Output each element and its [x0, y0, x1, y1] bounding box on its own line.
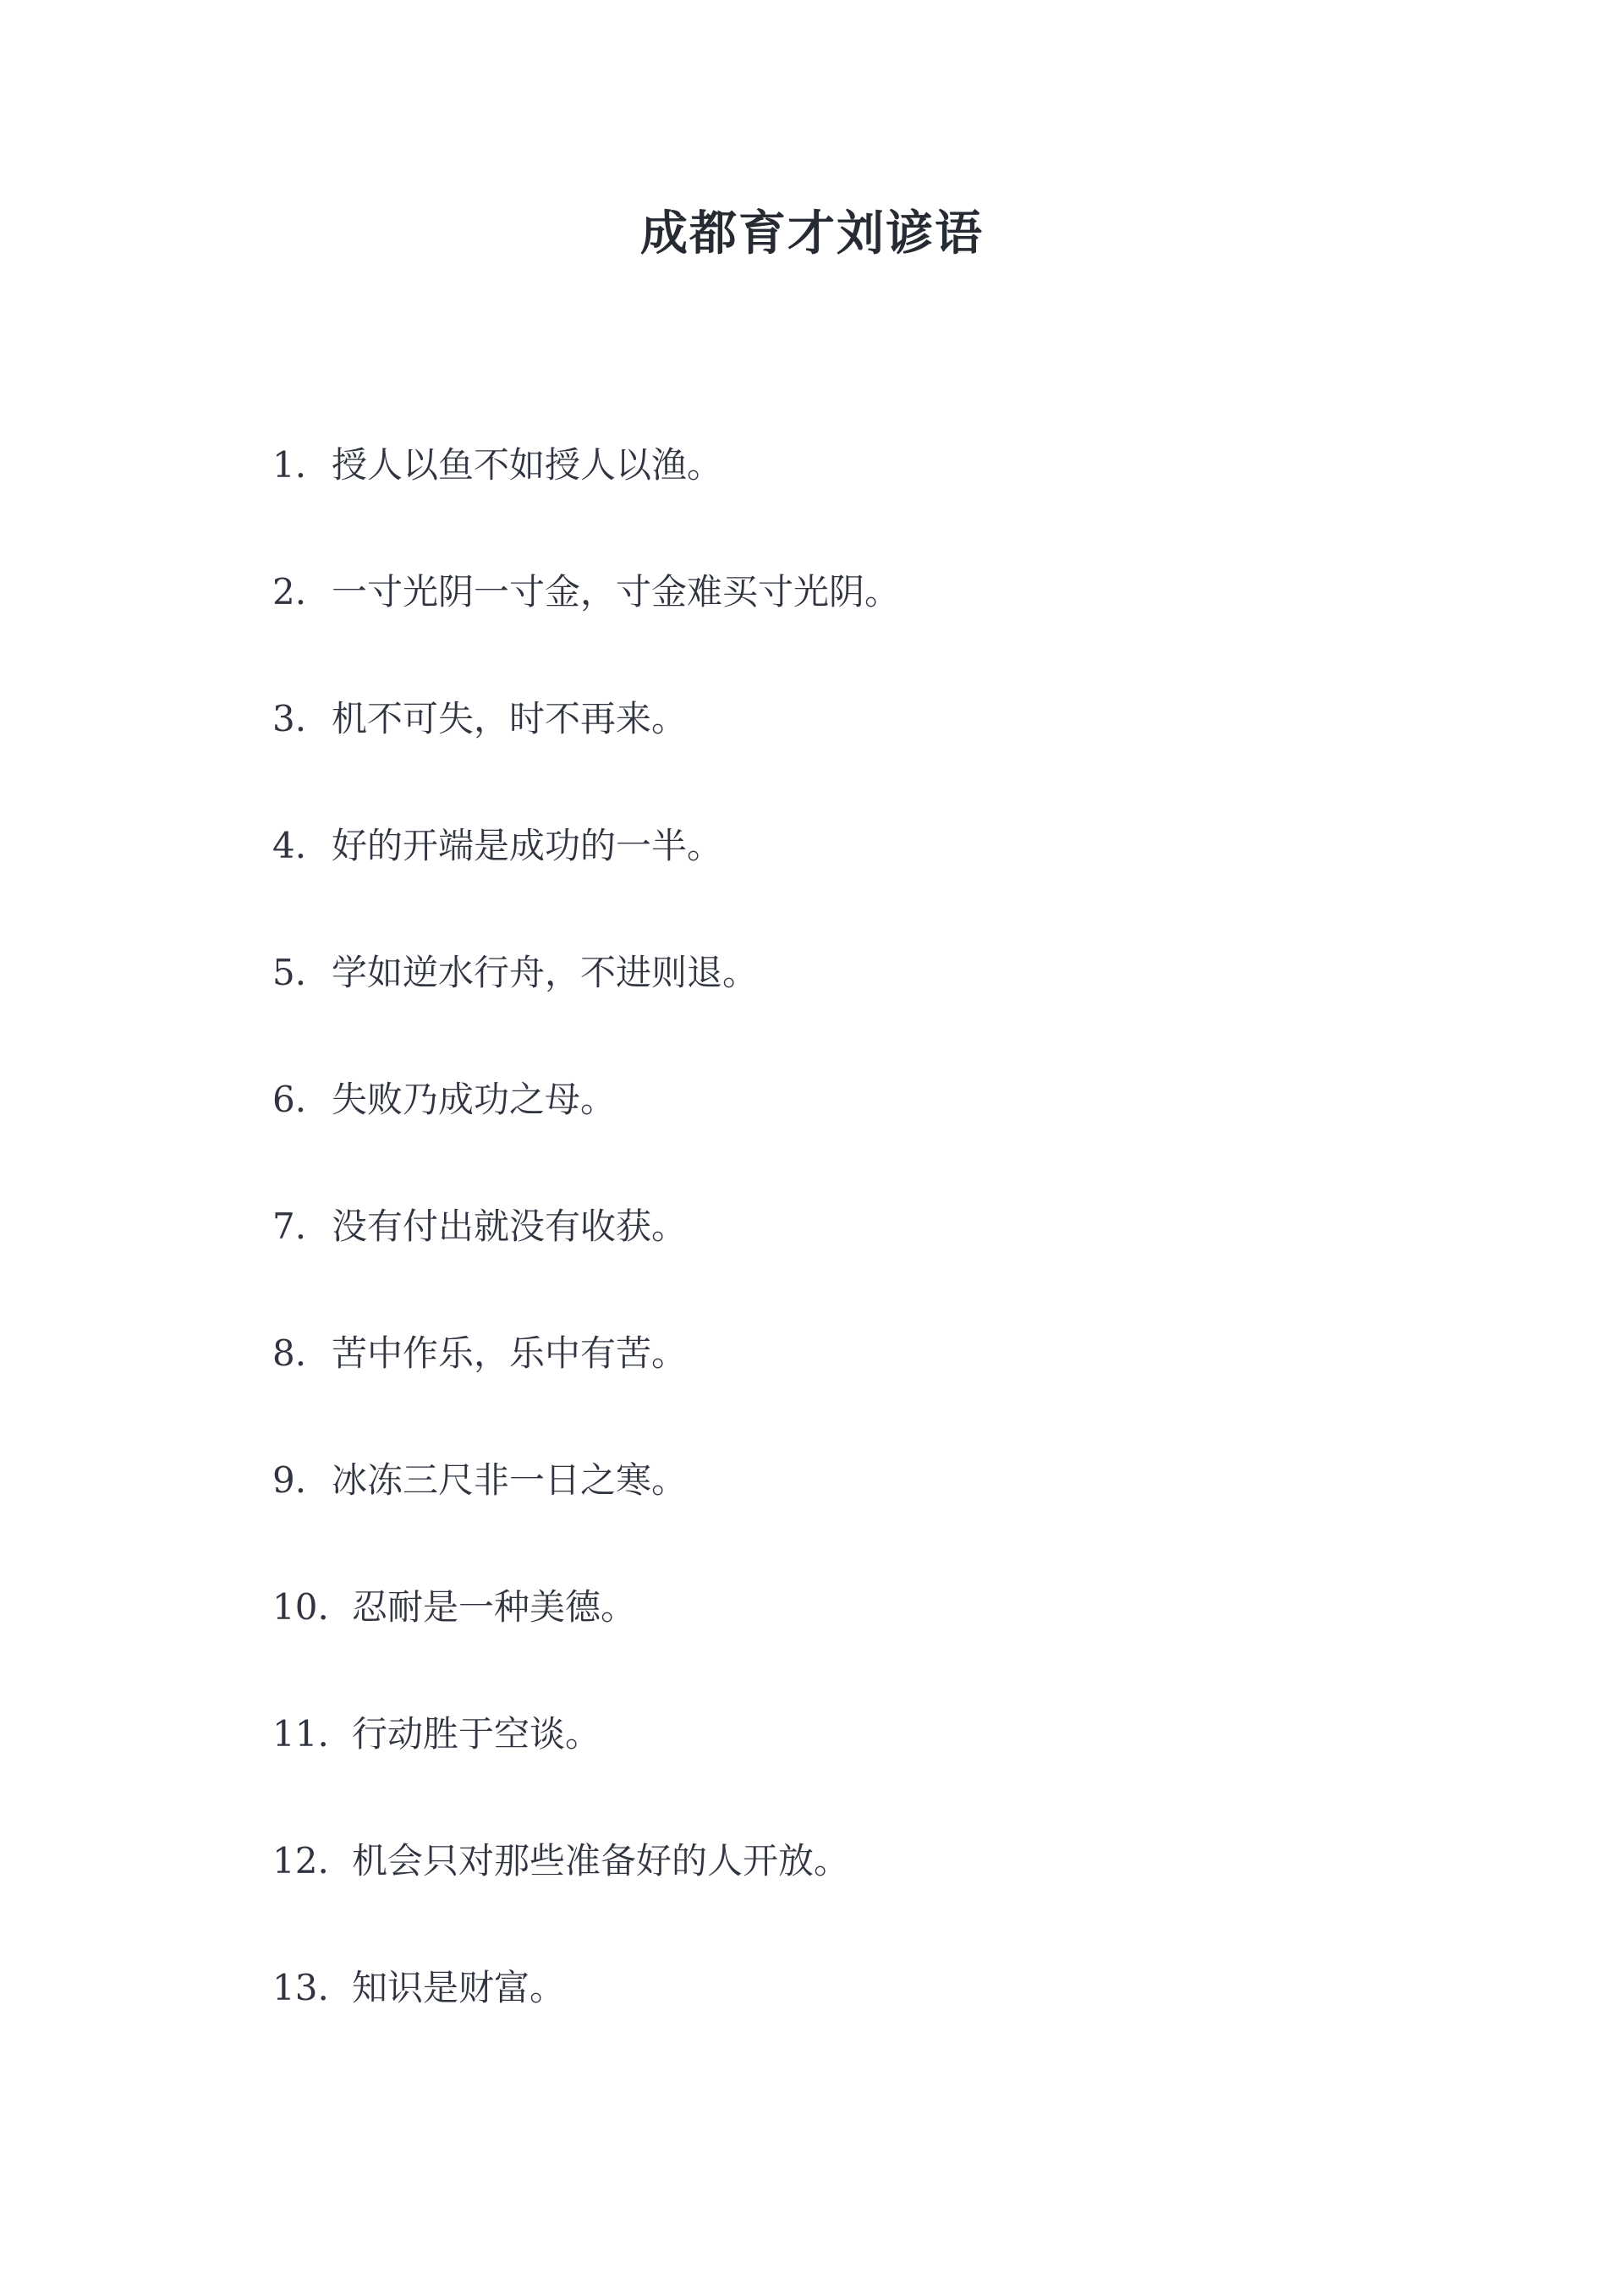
item-number: 4. — [272, 825, 307, 866]
item-number: 13. — [272, 1967, 329, 2008]
item-text: 机不可失，时不再来。 — [332, 698, 688, 739]
item-text: 忍耐是一种美德。 — [352, 1586, 637, 1628]
item-number: 5. — [272, 952, 307, 993]
item-text: 冰冻三尺非一日之寒。 — [332, 1459, 688, 1501]
list-item — [272, 1582, 1457, 1709]
item-text: 一寸光阴一寸金，寸金难买寸光阴。 — [332, 571, 901, 612]
item-number: 11. — [272, 1713, 329, 1755]
item-number: 10. — [272, 1586, 329, 1628]
item-text: 学如逆水行舟，不进则退。 — [332, 952, 759, 993]
item-number: 1. — [272, 444, 307, 486]
list-item — [272, 1201, 1457, 1328]
item-number: 6. — [272, 1079, 307, 1120]
list-item — [272, 1074, 1457, 1201]
item-text: 没有付出就没有收获。 — [332, 1206, 688, 1247]
list-item — [272, 948, 1457, 1074]
list-item — [272, 1836, 1457, 1963]
item-number: 7. — [272, 1206, 307, 1247]
item-number: 9. — [272, 1459, 307, 1501]
item-text: 授人以鱼不如授人以渔。 — [332, 444, 723, 486]
item-text: 苦中作乐，乐中有苦。 — [332, 1332, 688, 1374]
item-text: 机会只对那些准备好的人开放。 — [352, 1840, 850, 1881]
item-text: 知识是财富。 — [352, 1967, 566, 2008]
list-item — [272, 1963, 1457, 2090]
item-text: 行动胜于空谈。 — [352, 1713, 601, 1755]
item-number: 3. — [272, 698, 307, 739]
list-item — [272, 440, 1457, 567]
proverb-list — [272, 440, 1457, 2090]
list-item — [272, 567, 1457, 694]
list-item — [272, 821, 1457, 948]
list-item — [272, 1328, 1457, 1455]
item-text: 失败乃成功之母。 — [332, 1079, 617, 1120]
item-number: 12. — [272, 1840, 329, 1881]
list-item — [272, 1455, 1457, 1582]
item-text: 好的开端是成功的一半。 — [332, 825, 723, 866]
item-number: 2. — [272, 571, 307, 612]
list-item — [272, 1709, 1457, 1836]
item-number: 8. — [272, 1332, 307, 1374]
page-title: 成都育才刘谚语 — [640, 206, 984, 261]
list-item — [272, 694, 1457, 821]
